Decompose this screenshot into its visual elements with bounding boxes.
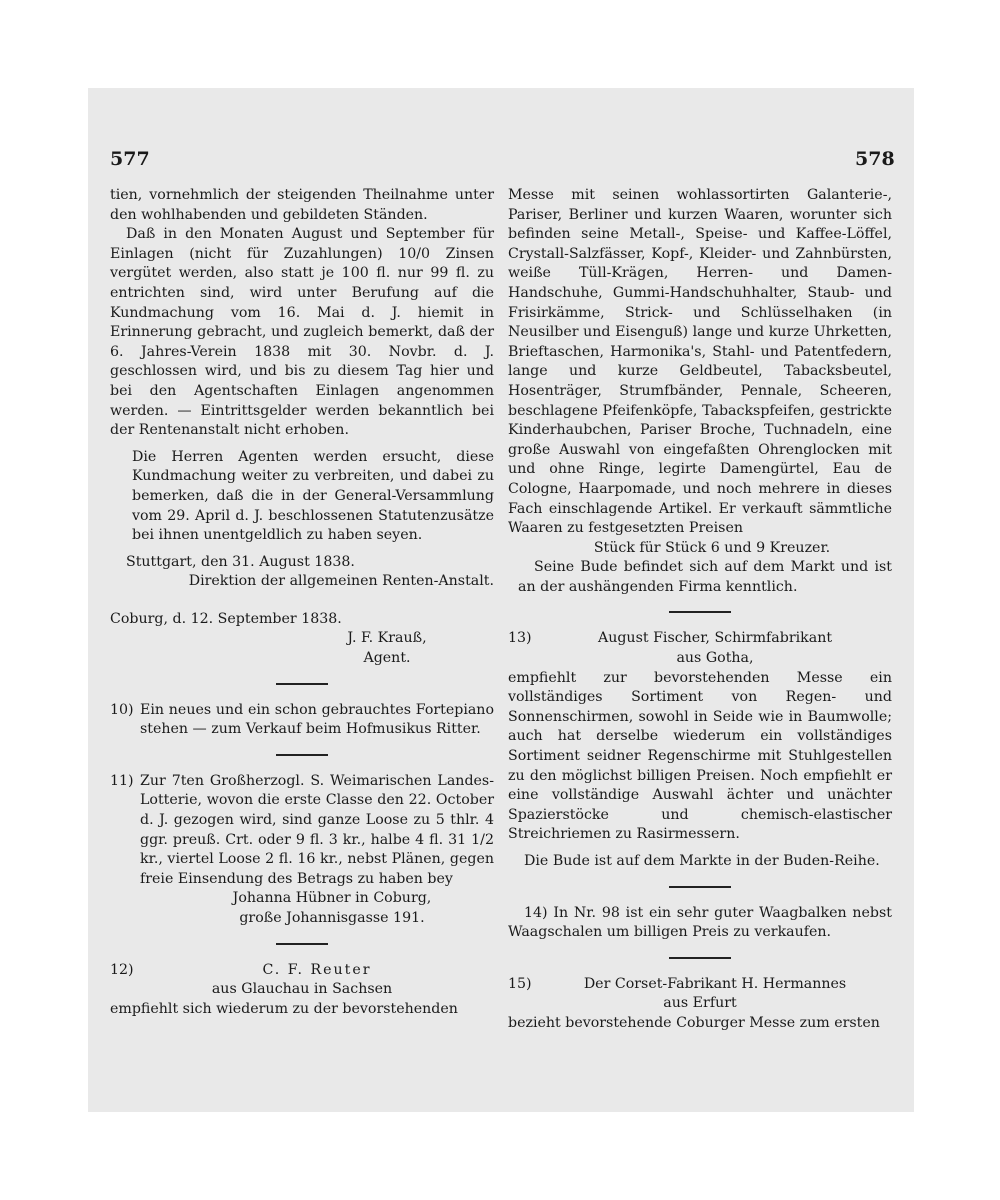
signer-name: J. F. Krauß, <box>347 630 427 647</box>
ad-address: große Johannisgasse 191. <box>239 910 425 926</box>
ad-merchant-name: Der Corset-Fabrikant H. Hermannes <box>583 975 847 992</box>
dateline-coburg: Coburg, d. 12. September 1838. <box>110 610 342 627</box>
ad-text: empfiehlt zur bevorstehenden Messe ein vollständiges Sortiment von Regen- und Sonnenschirmen, sowohl in Seide wie in Baumwolle; auch hat derselbe wiederum ein vollständiges Sortiment seidner Regenschirme mit Stuhlgestellen zu den möglichst billigen Preisen. Noch empfiehlt er eine vollständige Auswahl ächter und unächter Spazierstöcke und chemisch-elastischer Streichriemen zu Rasirmessern. <box>508 669 892 843</box>
ad-15 <box>508 975 892 995</box>
ad-number: 12) <box>110 961 134 978</box>
ad-merchant-place: aus Erfurt <box>663 995 737 1012</box>
right-page-number: 578 <box>855 148 895 170</box>
ad-10 <box>110 701 494 740</box>
separator-rule <box>669 611 731 613</box>
ad-merchant-place: aus Glauchau in Sachsen <box>211 981 393 998</box>
left-column <box>110 186 494 1019</box>
ad-text: bezieht bevorstehende Coburger Messe zum ersten <box>508 1014 880 1031</box>
ad-signature: Johanna Hübner in Coburg, <box>232 890 432 907</box>
separator-rule <box>669 886 731 888</box>
ad-text: empfiehlt sich wiederum zu der bevorstehenden <box>110 1000 458 1017</box>
signer-role: Agent. <box>363 650 411 667</box>
dateline-stuttgart: Stuttgart, den 31. August 1838. <box>126 553 355 570</box>
merchandise-list: Messe mit seinen wohlassortirten Galanterie-, Pariser, Berliner und kurzen Waaren, worunter sich befinden seine Metall-, Speise- und Kaffee-Löffel, Crystall-Salzfässer, Kopf-, Kleider- und Zahnbürsten, weiße Tüll-Krägen, Herren- und Damen-Handschuhe, Gummi-Handschuhhalter, Staub- und Frisirkämme, Strick- und Schlüsselhaken (in Neusilber und Eisenguß) lange und kurze Uhrketten, Brieftaschen, Harmonika's, Stahl- und Patentfedern, lange und kurze Geldbeutel, Tabacksbeutel, Hosenträger, Strumfbänder, Pennale, Scheeren, beschlagene Pfeifenköpfe, Tabackspfeifen, gestrickte Kinderhaubchen, Pariser Broche, Tuchnadeln, eine große Auswahl von eingefaßten Ohrenglocken mit und ohne Ringe, legirte Damengürtel, Eau de Cologne, Haarpomade, und noch mehrere in dieses Fach einschlagende Artikel. Er verkauft sämmtliche Waaren zu festgesetzten Preisen <box>508 187 892 537</box>
ad-14: 14) In Nr. 98 ist ein sehr guter Waagbalken nebst Waagschalen um billigen Preis zu verkaufen. <box>508 904 892 941</box>
separator-rule <box>276 754 328 756</box>
booth-location: Seine Bude befindet sich auf dem Markt und ist an der aushängenden Firma kenntlich. <box>518 559 892 595</box>
ad-text: Ein neues und ein schon gebrauchtes Fortepiano stehen — zum Verkauf beim Hofmusikus Ritter. <box>140 701 494 738</box>
ad-12 <box>110 961 494 981</box>
ad-booth: Die Bude ist auf dem Markte in der Buden-Reihe. <box>524 853 880 869</box>
ad-merchant-name: August Fischer, Schirmfabrikant <box>597 630 833 647</box>
ad-number: 13) <box>508 630 532 647</box>
separator-rule <box>276 943 328 945</box>
direction-signature: Direktion der allgemeinen Renten-Anstalt. <box>188 573 494 590</box>
left-page-number: 577 <box>110 148 150 170</box>
separator-rule <box>276 683 328 685</box>
price-line: Stück für Stück 6 und 9 Kreuzer. <box>593 539 831 556</box>
ad-number: 10) <box>110 701 134 718</box>
ad-number: 15) <box>508 975 532 992</box>
ad-merchant-name: C. F. Reuter <box>262 961 372 978</box>
separator-rule <box>669 957 731 959</box>
right-column <box>508 186 892 1034</box>
continued-paragraph: tien, vornehmlich der steigenden Theilnahme unter den wohlhabenden und gebildeten Ständen. <box>110 187 494 223</box>
ad-13 <box>508 629 892 649</box>
ad-merchant-place: aus Gotha, <box>676 650 754 667</box>
agents-notice: Die Herren Agenten werden ersucht, diese Kundmachung weiter zu verbreiten, und dabei zu bemerken, daß die in der General-Versammlung vom 29. April d. J. beschlossenen Statutenzusätze bei ihnen unentgeldlich zu haben seyen. <box>132 448 494 544</box>
interest-notice: Daß in den Monaten August und September für Einlagen (nicht für Zuzahlungen) 10/0 Zinsen vergütet werden, also statt je 100 fl. nur 99 fl. zu entrichten sind, wird unter Berufung auf die Kundmachung vom 16. Mai d. J. hiemit in Erinnerung gebracht, und zugleich bemerkt, daß der 6. Jahres-Verein 1838 mit 30. Novbr. d. J. geschlossen wird, und bis zu diesem Tag hier und bei den Agentschaften Einlagen angenommen werden. — Eintrittsgelder werden bekanntlich bei der Rentenanstalt nicht erhoben. <box>110 226 494 439</box>
ad-number: 11) <box>110 772 134 789</box>
ad-11 <box>110 772 494 890</box>
ad-text: Zur 7ten Großherzogl. S. Weimarischen Landes-Lotterie, wovon die erste Classe den 22. October d. J. gezogen wird, sind ganze Loose zu 5 thlr. 4 ggr. preuß. Crt. oder 9 fl. 3 kr., halbe 4 fl. 31 1/2 kr., viertel Loose 2 fl. 16 kr., nebst Plänen, gegen freie Einsendung des Betrags zu haben bey <box>140 772 494 887</box>
